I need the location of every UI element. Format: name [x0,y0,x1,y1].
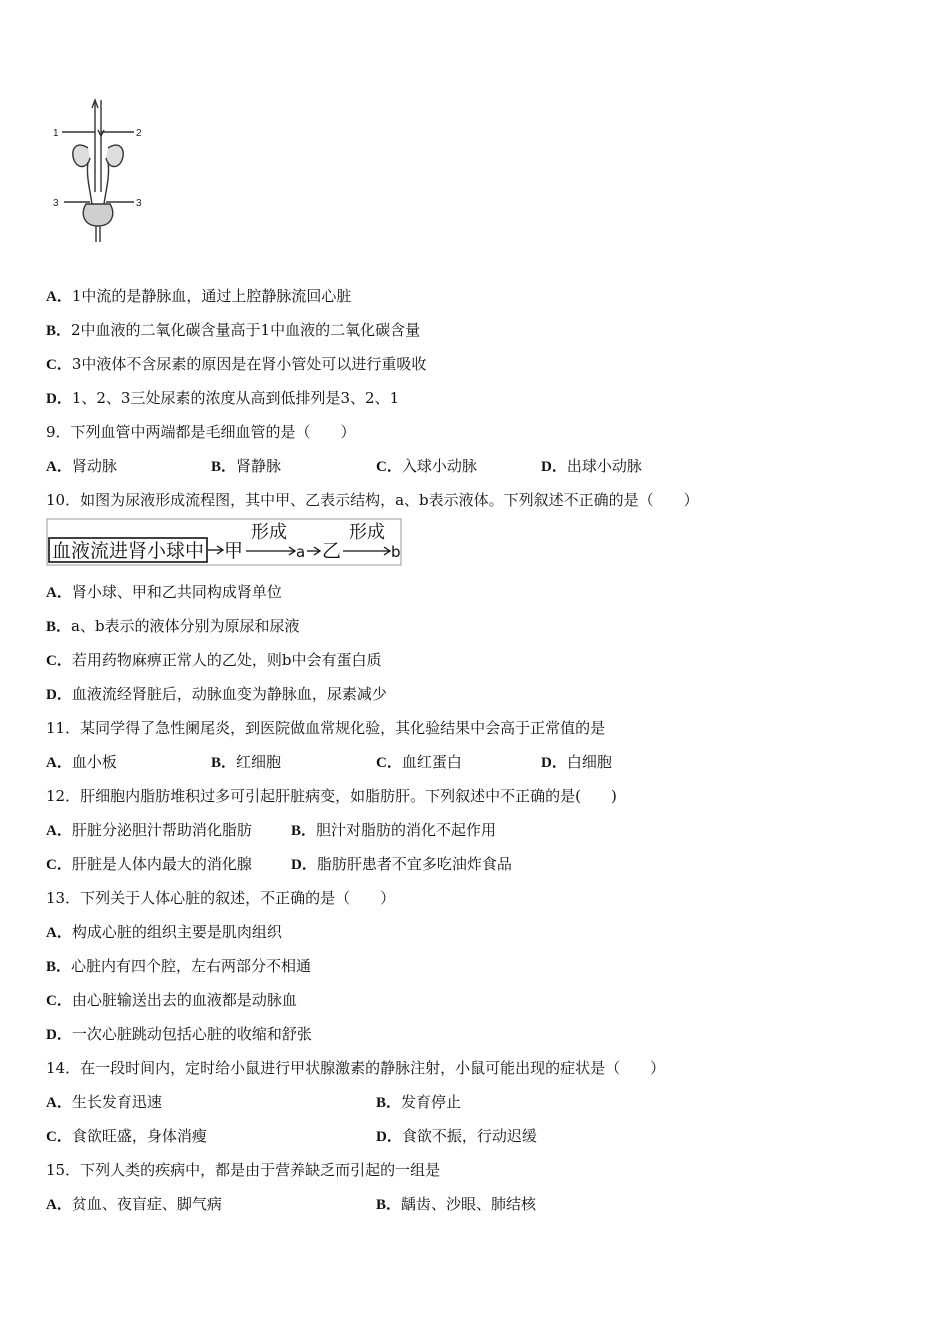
urine-formation-flowchart [46,518,402,566]
q12-option-d: D．脂肪肝患者不宜多吃油炸食品 [291,855,512,873]
figure-label-2: 2 [136,128,142,139]
q8-option-a: A．1中流的是静脉血，通过上腔静脉流回心脏 [46,287,352,305]
q14-option-d: D．食欲不振，行动迟缓 [376,1127,537,1145]
q8-option-c: C．3中液体不含尿素的原因是在肾小管处可以进行重吸收 [46,355,427,373]
q14-option-c: C．食欲旺盛，身体消瘦 [46,1127,207,1145]
q11-option-b: B．红细胞 [211,753,282,771]
urinary-system-figure [50,96,150,244]
q13-option-d: D．一次心脏跳动包括心脏的收缩和舒张 [46,1025,312,1043]
flow-jia: 甲 [224,540,244,562]
flow-form-2: 形成 [349,522,385,543]
q14-option-a: A．生长发育迅速 [46,1093,162,1111]
figure-label-3-right: 3 [136,198,142,209]
q13-option-b: B．心脏内有四个腔，左右两部分不相通 [46,957,312,975]
q9-stem: 9．下列血管中两端都是毛细血管的是（ ） [46,423,356,441]
q10-option-d: D．血液流经肾脏后，动脉血变为静脉血，尿素减少 [46,685,387,703]
q15-stem: 15．下列人类的疾病中，都是由于营养缺乏而引起的一组是 [46,1161,441,1179]
flow-form-1: 形成 [251,522,287,543]
q12-option-a: A．肝脏分泌胆汁帮助消化脂肪 [46,821,252,839]
flow-box-label: 血液流进肾小球中 [52,540,205,562]
q9-option-d: D．出球小动脉 [541,457,642,475]
q10-option-b: B．a、b表示的液体分别为原尿和尿液 [46,617,300,635]
q15-option-a: A．贫血、夜盲症、脚气病 [46,1195,222,1213]
flow-yi: 乙 [322,540,342,562]
q15-option-b: B．龋齿、沙眼、肺结核 [376,1195,537,1213]
q13-option-c: C．由心脏输送出去的血液都是动脉血 [46,991,297,1009]
q13-option-a: A．构成心脏的组织主要是肌肉组织 [46,923,282,941]
q9-option-c: C．入球小动脉 [376,457,477,475]
q9-option-b: B．肾静脉 [211,457,282,475]
q11-option-c: C．血红蛋白 [376,753,462,771]
q13-stem: 13．下列关于人体心脏的叙述，不正确的是（ ） [46,889,396,907]
q9-option-a: A．肾动脉 [46,457,117,475]
q12-option-c: C．肝脏是人体内最大的消化腺 [46,855,252,873]
q10-option-c: C．若用药物麻痹正常人的乙处，则b中会有蛋白质 [46,651,382,669]
q11-option-a: A．血小板 [46,753,117,771]
figure-label-1: 1 [53,128,59,139]
q10-option-a: A．肾小球、甲和乙共同构成肾单位 [46,583,282,601]
q11-stem: 11．某同学得了急性阑尾炎，到医院做血常规化验，其化验结果中会高于正常值的是 [46,719,606,737]
flow-a: a [296,543,306,561]
q12-stem: 12．肝细胞内脂肪堆积过多可引起肝脏病变，如脂肪肝。下列叙述中不正确的是( ) [46,787,617,805]
flow-b: b [391,543,401,561]
q8-option-d: D．1、2、3三处尿素的浓度从高到低排列是3、2、1 [46,389,400,407]
q8-option-b: B．2中血液的二氧化碳含量高于1中血液的二氧化碳含量 [46,321,421,339]
q10-stem: 10．如图为尿液形成流程图，其中甲、乙表示结构，a、b表示液体。下列叙述不正确的是（ ） [46,491,699,509]
q14-stem: 14．在一段时间内，定时给小鼠进行甲状腺激素的静脉注射，小鼠可能出现的症状是（ ） [46,1059,666,1077]
figure-label-3-left: 3 [53,198,59,209]
q11-option-d: D．白细胞 [541,753,612,771]
q14-option-b: B．发育停止 [376,1093,462,1111]
q12-option-b: B．胆汁对脂肪的消化不起作用 [291,821,497,839]
